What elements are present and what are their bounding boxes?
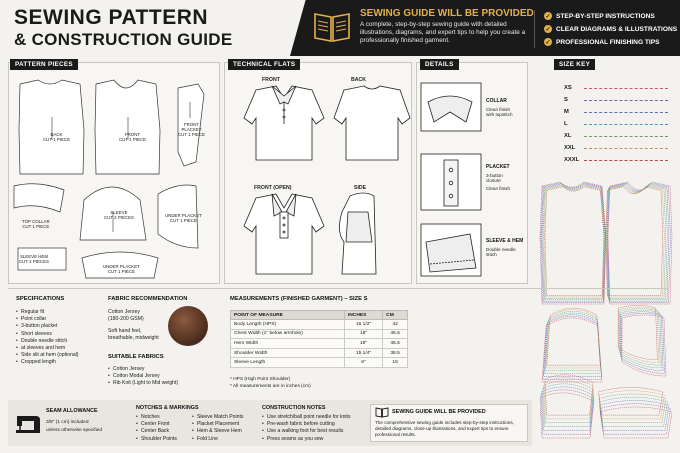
size-key-title: SIZE KEY [554,59,595,70]
flat-label-front: FRONT [262,77,280,83]
detail-sleeve-hem: SLEEVE & HEM Double needle stitch [486,238,524,257]
list-item: • Fold Line [192,436,243,443]
list-item: • Cotton Jersey [108,366,178,373]
size-line [584,136,668,137]
table-cell: 45.5 [383,329,408,339]
page-subtitle: & CONSTRUCTION GUIDE [14,30,233,49]
table-row [231,348,408,358]
size-row [564,154,668,166]
size-nested-pattern [536,176,676,446]
suitable-fabrics-list [108,366,178,388]
size-outline [618,305,657,359]
size-outline [541,183,606,303]
flat-label-back: BACK [351,77,366,83]
list-item: • Placket Placement [192,421,243,428]
notches-list [136,414,177,443]
size-outline [542,184,606,302]
table-cell: 42 [383,320,408,330]
list-item: • Center Front [136,421,177,428]
size-outline [606,186,664,297]
list-item: • Short sleeves [16,331,78,338]
table-cell: Shoulder Width [231,348,345,358]
list-item: • Sleeve Match Points [192,414,243,421]
size-outline [543,185,604,298]
size-outline [606,187,663,296]
piece-label: SLEEVE HEM CUT 2 PIECES [19,254,49,264]
specifications-title: SPECIFICATIONS [16,296,65,302]
size-outline [546,310,601,368]
table-cell: Hem Width [231,339,345,349]
back-piece [19,80,84,174]
size-line [584,100,668,101]
size-outline [599,400,668,430]
piece-label: TOP COLLAR CUT 1 PIECE [22,219,50,229]
table-cell: Chest Width (1" below armhole) [231,329,345,339]
fabric-name: Cotton Jersey [108,309,141,315]
size-outline [543,381,593,423]
collar-piece [14,184,64,212]
divider [8,288,668,289]
table-row [231,339,408,349]
table-cell: 45.5 [383,339,408,349]
size-row [564,94,668,106]
size-outline [607,184,668,299]
list-item: • Cotton Modal Jersey [108,373,178,380]
piece-label: UNDER PLACKET CUT 1 PIECE [165,213,202,223]
technical-flats-drawing [224,62,412,284]
piece-label: UNDER PLACKET CUT 1 PIECE [103,264,140,274]
seam-title: SEAM ALLOWANCE [46,408,98,414]
seam-text: 3/8" (1 cm) included [46,420,89,425]
table-cell: Body Length (HPS) [231,320,345,330]
table-cell: 16 1/2" [344,320,382,330]
pattern-pieces-drawing [8,62,220,284]
seam-text: unless otherwise specified [46,428,102,433]
pattern-pieces-title: PATTERN PIECES [10,59,78,70]
measurements-table [230,310,408,368]
check-icon: ✓ [545,26,551,33]
construction-notes-list [262,414,351,443]
size-outline [600,407,672,438]
piece-label: FRONT CUT 1 PIECE [119,132,147,142]
fabric-weight: (180-200 GSM) [108,316,144,322]
size-outline [544,315,602,377]
measurement-note: * HPS (High Point Shoulder) [230,377,291,382]
feature-item: ✓ STEP-BY-STEP INSTRUCTIONS [545,12,655,20]
list-item: • Double needle stitch [16,338,78,345]
measurements-title: MEASUREMENTS (FINISHED GARMENT) – SIZE S [230,296,368,302]
list-item: • Regular fit [16,309,78,316]
size-label: XS [564,85,572,91]
size-outline [542,384,593,427]
list-item: • Notches [136,414,177,421]
size-outline [620,310,662,368]
table-cell: Sleeve Length [231,358,345,368]
list-item: • Shoulder Points [136,436,177,443]
size-line [584,160,668,161]
list-item: • Cropped length [16,359,78,366]
fabric-desc: Soft hand feel, [108,328,142,334]
size-row [564,118,668,130]
table-cell: 38.5 [383,348,408,358]
fabric-title: FABRIC RECOMMENDATION [108,296,188,302]
feature-item: ✓ PROFESSIONAL FINISHING TIPS [545,38,660,46]
feature-item: ✓ CLEAR DIAGRAMS & ILLUSTRATIONS [545,25,678,33]
size-row [564,82,668,94]
size-outline [547,308,601,365]
size-outline [544,186,604,297]
size-outline [608,183,671,303]
size-outline [544,378,593,419]
check-icon: ✓ [545,39,551,46]
detail-collar: COLLAR Clean finish with topstitch [486,98,513,117]
technical-flats-title: TECHNICAL FLATS [228,59,300,70]
measurement-note: * All measurements are in inches (cm) [230,384,311,389]
size-label: L [564,121,568,127]
fabric-desc: breathable, midweight [108,335,159,341]
check-icon: ✓ [545,13,551,20]
table-row [231,320,408,330]
flat-label-side: SIDE [354,185,367,191]
size-outline [540,393,594,438]
size-row [564,142,668,154]
size-line [584,148,668,149]
size-label: XXL [564,145,576,151]
table-cell: 15 [383,358,408,368]
size-outline [606,185,665,298]
guide-title: SEWING GUIDE WILL BE PROVIDED [360,8,534,19]
size-outline [542,184,604,299]
size-outline [542,387,594,431]
size-outline [607,184,669,302]
size-outline [545,187,604,296]
details-drawing [420,82,482,278]
suitable-fabrics-title: SUITABLE FABRICS [108,354,164,360]
list-item: • 3-button placket [16,323,78,330]
list-item: • Side slit at hem (optional) [16,352,78,359]
size-outline [599,397,667,426]
size-outline [599,391,665,419]
size-outline [545,311,601,370]
list-item: • Use stretch/ball point needle for knits [262,414,351,421]
size-line [584,88,668,89]
details-title: DETAILS [420,59,459,70]
piece-label: FRONT PLACKET CUT 1 PIECE [178,122,206,137]
list-item: • Use a walking foot for best results [262,428,351,435]
size-label: XXXL [564,157,580,163]
table-cell: 18" [344,329,382,339]
table-cell: 6" [344,358,382,368]
fabric-swatch [168,306,208,346]
size-outline [540,182,606,304]
list-item: • Center Back [136,428,177,435]
book-icon [313,10,351,44]
size-label: S [564,97,568,103]
table-header: POINT OF MEASURE [231,311,345,320]
size-label: XL [564,133,572,139]
table-cell: 15 1/4" [344,348,382,358]
page-title: SEWING PATTERN [14,6,209,29]
size-line [584,124,668,125]
size-outline [598,387,662,415]
construction-notes-title: CONSTRUCTION NOTES [262,405,326,411]
list-item: • Press seams as you sew [262,436,351,443]
guide-description: A complete, step-by-step sewing guide with detailed illustrations, diagrams, and expert tips to help you create a professionally finished garment. [360,21,526,45]
front-piece [95,80,160,174]
detail-placket: PLACKET 3-button closure Clean finish [486,164,511,191]
size-outline [542,318,602,382]
flat-back [334,86,410,160]
specifications-list [16,309,78,367]
list-item: • Point collar [16,316,78,323]
footer-guide-title: SEWING GUIDE WILL BE PROVIDED [392,409,486,415]
table-row [231,329,408,339]
flat-label-front-open: FRONT (OPEN) [254,185,292,191]
piece-label: BACK CUT 1 PIECE [43,132,71,142]
size-outline [541,390,594,434]
size-row [564,106,668,118]
size-row [564,130,668,142]
table-cell: 18" [344,339,382,349]
header-divider [534,10,535,48]
piece-label: SLEEVE CUT 2 PIECES [104,210,134,220]
sewing-machine-icon [14,408,42,436]
table-header: INCHES [344,311,382,320]
table-row [231,358,408,368]
list-item: • Rib Knit (Light to Mid weight) [108,380,178,387]
table-header: CM [383,311,408,320]
book-icon [375,407,389,418]
size-outline [543,316,602,379]
list-item: • Hem & Sleeve Hem [192,428,243,435]
notches-title: NOTCHES & MARKINGS [136,405,199,411]
notches-list [192,414,243,443]
list-item: • at sleeves and hem [16,345,78,352]
footer-guide-text: The comprehensive sewing guide includes step-by-step instructions, detailed diagrams, close-up illustrations, and expert tips to ensure professional results. [375,420,514,437]
size-line [584,112,668,113]
size-label: M [564,109,569,115]
list-item: • Pre-wash fabric before cutting [262,421,351,428]
size-key-list [564,82,668,166]
